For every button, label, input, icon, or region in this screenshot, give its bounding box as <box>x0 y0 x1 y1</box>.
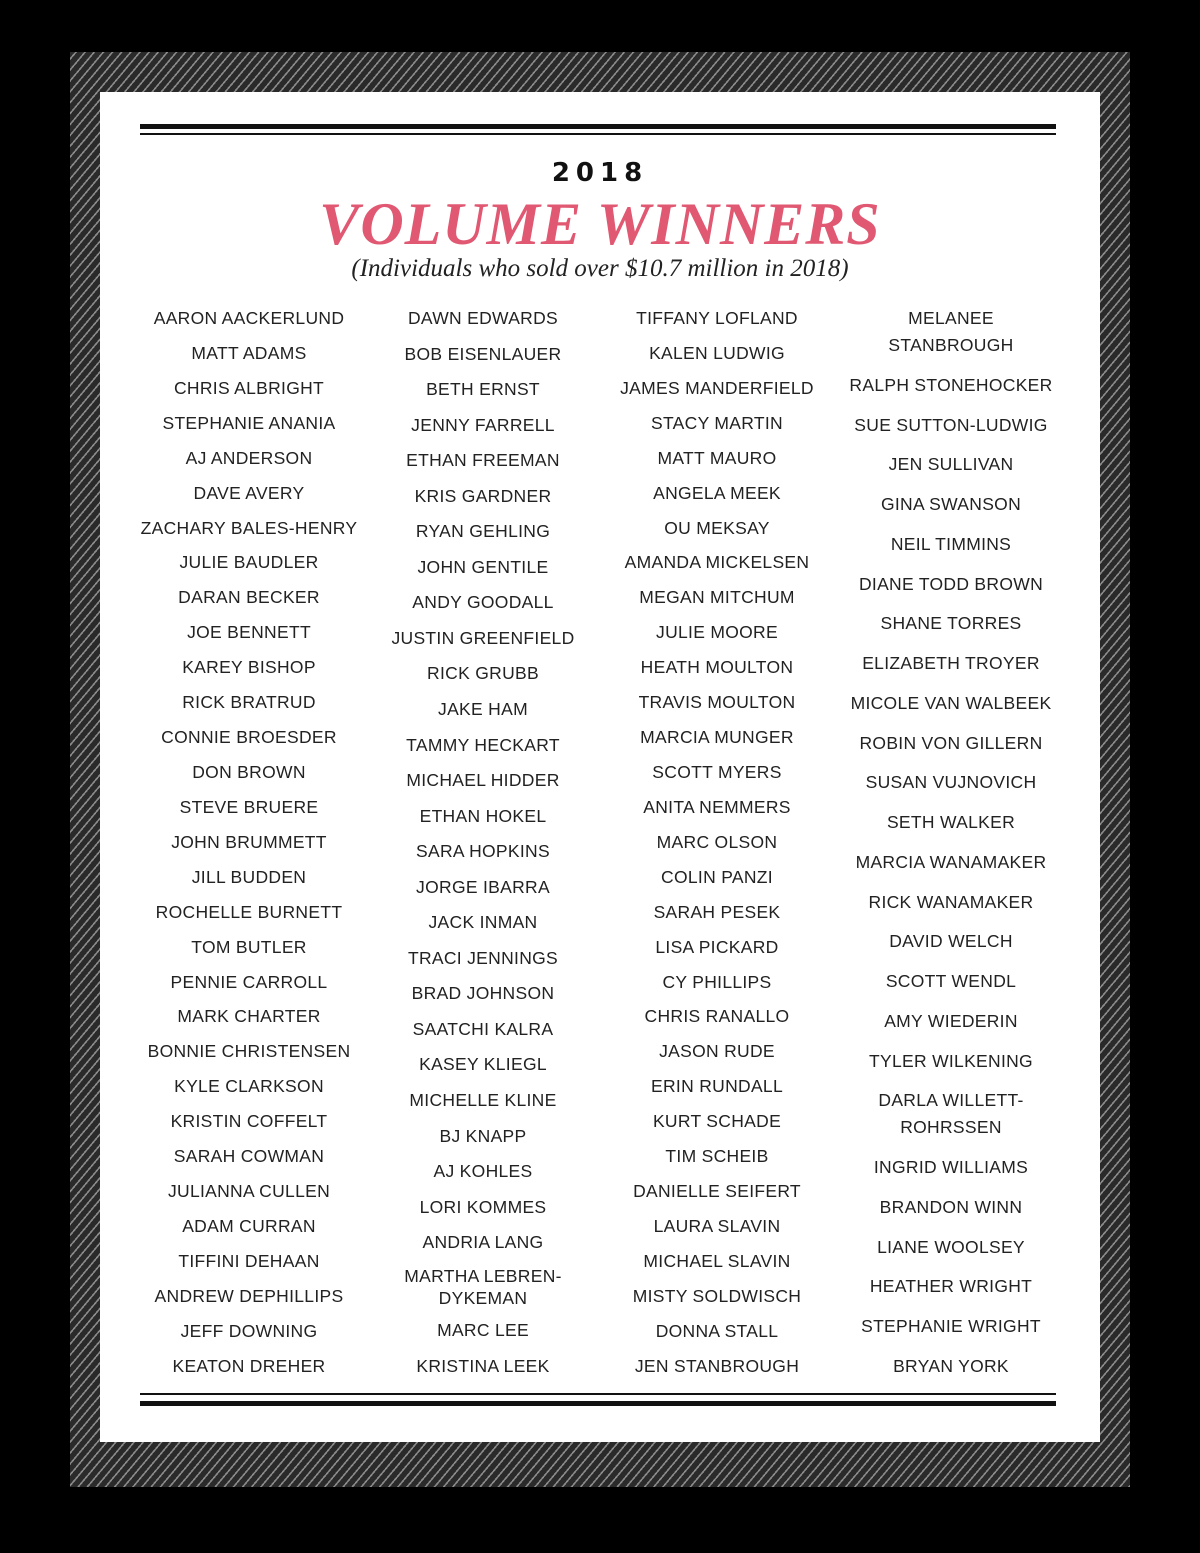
winner-name: MATT ADAMS <box>191 342 307 363</box>
winner-name: ROBIN VON GILLERN <box>859 732 1043 753</box>
winner-name: TAMMY HECKART <box>406 734 560 755</box>
winner-name: LISA PICKARD <box>655 936 779 957</box>
winner-name: MICHELLE KLINE <box>409 1090 557 1111</box>
winner-name: BOB EISENLAUER <box>404 343 562 364</box>
winner-name: JOHN BRUMMETT <box>171 831 327 852</box>
winner-name: JULIE MOORE <box>656 622 778 643</box>
winner-name: KRISTINA LEEK <box>416 1355 550 1376</box>
winner-name: LAURA SLAVIN <box>653 1215 781 1236</box>
name-column-2 <box>366 305 600 1380</box>
winner-name: KASEY KLIEGL <box>419 1054 547 1075</box>
winner-name: SCOTT MYERS <box>652 761 782 782</box>
winner-name: JOE BENNETT <box>187 622 311 643</box>
winner-name: MARC OLSON <box>656 831 778 852</box>
winner-name: ROCHELLE BURNETT <box>155 901 343 922</box>
winner-name: JULIE BAUDLER <box>179 552 319 573</box>
winner-name: HEATHER WRIGHT <box>869 1276 1033 1297</box>
winner-name: STACY MARTIN <box>651 412 783 433</box>
winner-name: SAATCHI KALRA <box>412 1018 554 1039</box>
winner-name: SCOTT WENDL <box>885 971 1017 991</box>
winner-name: CONNIE BROESDER <box>161 727 337 748</box>
winner-name: DIANE TODD BROWN <box>858 573 1044 594</box>
winner-name: DAWN EDWARDS <box>407 308 559 328</box>
winner-name: JAKE HAM <box>438 699 528 720</box>
winner-name: SUE SUTTON-LUDWIG <box>854 414 1048 435</box>
winner-name: MICHAEL HIDDER <box>406 770 560 791</box>
winner-name: RALPH STONEHOCKER <box>849 374 1053 395</box>
winner-name: JASON RUDE <box>659 1041 775 1062</box>
winner-name: ANDREW DEPHILLIPS <box>154 1285 344 1306</box>
winner-name: ANGELA MEEK <box>653 482 781 503</box>
winner-name: ELIZABETH TROYER <box>862 653 1040 673</box>
winner-name: PENNIE CARROLL <box>170 971 328 992</box>
winner-name: BRYAN YORK <box>893 1355 1009 1376</box>
winner-name: MARC LEE <box>437 1320 529 1341</box>
winner-name: JEN SULLIVAN <box>888 454 1014 475</box>
winner-name: ADAM CURRAN <box>182 1215 316 1236</box>
winner-name: KAREY BISHOP <box>182 657 316 678</box>
winner-name: STEPHANIE ANANIA <box>162 412 336 433</box>
winner-name: JEN STANBROUGH <box>634 1355 800 1376</box>
winner-name: ERIN RUNDALL <box>651 1076 783 1097</box>
winner-name: JACK INMAN <box>428 912 538 933</box>
winner-name: CHRIS ALBRIGHT <box>173 377 325 398</box>
winner-name: MARK CHARTER <box>177 1006 321 1027</box>
winner-name: INGRID WILLIAMS <box>873 1157 1029 1177</box>
winner-name: KURT SCHADE <box>652 1111 782 1132</box>
winner-name: NEIL TIMMINS <box>890 533 1012 554</box>
winner-name: DARAN BECKER <box>178 587 320 608</box>
winner-name: MICOLE VAN WALBEEK <box>850 692 1052 713</box>
winner-name: LIANE WOOLSEY <box>877 1236 1025 1257</box>
name-column-3 <box>600 305 834 1380</box>
winner-name: MARCIA WANAMAKER <box>855 851 1047 872</box>
winner-name: AMANDA MICKELSEN <box>624 552 810 573</box>
winner-name: DAVID WELCH <box>889 931 1013 952</box>
winner-name: RYAN GEHLING <box>415 521 551 542</box>
winner-name: ANDRIA LANG <box>422 1232 544 1253</box>
winner-name: TRAVIS MOULTON <box>638 692 796 713</box>
winner-name: STEPHANIE WRIGHT <box>861 1316 1041 1336</box>
winner-name: BETH ERNST <box>426 379 540 400</box>
winner-name: MISTY SOLDWISCH <box>632 1285 802 1306</box>
winner-name: JORGE IBARRA <box>416 876 550 897</box>
winner-name: HEATH MOULTON <box>640 657 794 678</box>
winner-name: SARAH PESEK <box>653 901 781 922</box>
winner-name: ZACHARY BALES-HENRY <box>140 517 358 538</box>
winner-name: JENNY FARRELL <box>411 414 555 435</box>
winner-name: BRAD JOHNSON <box>411 983 555 1004</box>
winner-name: STEVE BRUERE <box>179 796 319 817</box>
winner-name: TYLER WILKENING <box>869 1050 1033 1071</box>
winner-name: DAVE AVERY <box>193 482 305 503</box>
winner-name: MARTHA LEBREN-DYKEMAN <box>404 1265 562 1308</box>
winner-name: SUSAN VUJNOVICH <box>865 772 1037 793</box>
winner-name: RICK WANAMAKER <box>868 891 1034 912</box>
winner-name: DANIELLE SEIFERT <box>633 1181 801 1202</box>
winner-name: RICK BRATRUD <box>182 692 316 713</box>
winner-name: MARCIA MUNGER <box>640 727 794 748</box>
winner-name: JILL BUDDEN <box>191 866 307 887</box>
page-title: VOLUME WINNERS <box>319 191 881 257</box>
winner-name: DON BROWN <box>192 761 306 782</box>
winner-name: LORI KOMMES <box>419 1196 547 1217</box>
winner-name: BJ KNAPP <box>439 1125 527 1146</box>
winner-name: KALEN LUDWIG <box>649 342 785 363</box>
winner-name: MEGAN MITCHUM <box>639 587 795 608</box>
winner-name: ANITA NEMMERS <box>643 796 791 817</box>
winner-name: TRACI JENNINGS <box>407 947 559 968</box>
bottom-double-rule <box>140 1393 1056 1406</box>
winner-name: JAMES MANDERFIELD <box>620 377 814 398</box>
winner-name: COLIN PANZI <box>661 866 773 887</box>
name-column-4 <box>834 305 1068 1380</box>
winner-name: JEFF DOWNING <box>180 1320 318 1341</box>
winner-name: CY PHILLIPS <box>662 971 772 992</box>
winner-name: JOHN GENTILE <box>417 556 549 577</box>
winner-name: AJ ANDERSON <box>185 447 313 468</box>
winner-name: KEATON DREHER <box>172 1355 326 1376</box>
name-column-1 <box>132 305 366 1380</box>
winners-card <box>100 92 1100 1442</box>
winner-name: MELANEE STANBROUGH <box>888 308 1014 355</box>
winner-name: KRIS GARDNER <box>414 485 552 506</box>
winner-name: SARAH COWMAN <box>173 1146 325 1167</box>
winner-name: TIFFINI DEHAAN <box>178 1250 320 1271</box>
winner-name: MICHAEL SLAVIN <box>643 1250 791 1271</box>
winner-name: TIFFANY LOFLAND <box>636 308 798 328</box>
winner-name: DARLA WILLETT-ROHRSSEN <box>878 1090 1024 1138</box>
winner-name: ETHAN HOKEL <box>419 805 547 826</box>
winner-name: KRISTIN COFFELT <box>170 1111 328 1132</box>
year-heading: 2018 <box>551 158 649 188</box>
winner-name: MATT MAURO <box>657 447 777 468</box>
winner-name: ANDY GOODALL <box>412 592 554 613</box>
winner-name: KYLE CLARKSON <box>174 1076 324 1097</box>
winner-name: TOM BUTLER <box>191 936 307 957</box>
page-subtitle: (Individuals who sold over $10.7 million in 2018) <box>351 255 849 282</box>
winner-name: ETHAN FREEMAN <box>406 450 560 471</box>
top-double-rule <box>140 124 1056 135</box>
winner-name: SARA HOPKINS <box>416 841 550 862</box>
winner-name: AJ KOHLES <box>433 1161 533 1182</box>
winner-name: RICK GRUBB <box>427 663 539 684</box>
winner-name: AARON AACKERLUND <box>153 308 345 328</box>
winner-name: CHRIS RANALLO <box>644 1006 790 1027</box>
winner-name: OU MEKSAY <box>664 517 770 538</box>
winner-name: JULIANNA CULLEN <box>167 1181 331 1202</box>
winner-name: JUSTIN GREENFIELD <box>391 627 575 648</box>
winner-name: SETH WALKER <box>886 812 1016 832</box>
winner-name: SHANE TORRES <box>880 613 1022 634</box>
winner-name: TIM SCHEIB <box>665 1146 769 1167</box>
winner-name: AMY WIEDERIN <box>884 1010 1018 1031</box>
winner-name: GINA SWANSON <box>880 494 1022 514</box>
winner-name: BRANDON WINN <box>879 1196 1023 1217</box>
winner-name: DONNA STALL <box>655 1320 779 1341</box>
winner-name: BONNIE CHRISTENSEN <box>147 1041 351 1062</box>
